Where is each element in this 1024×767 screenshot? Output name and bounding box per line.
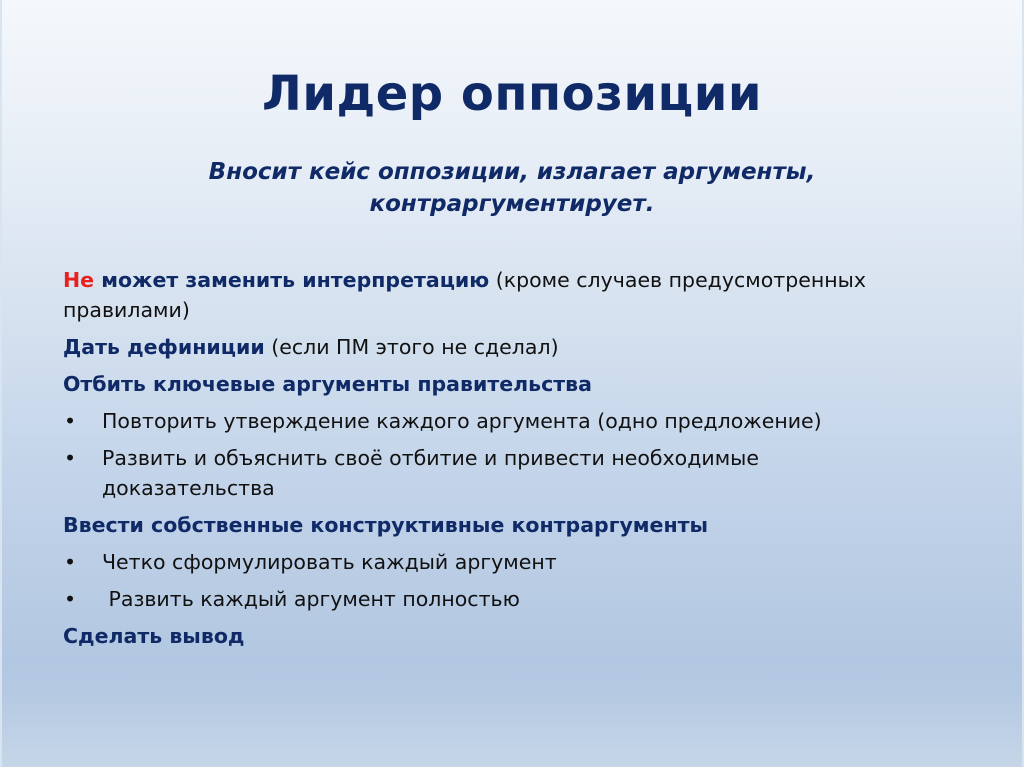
list-item — [63, 443, 923, 503]
bullet-icon: • — [64, 550, 77, 574]
item-bold-text: Дать дефиниции — [63, 335, 265, 359]
list-item-text: Развить каждый аргумент полностью — [102, 587, 520, 611]
item-bold-text: может заменить интерпретацию — [94, 268, 490, 292]
item-normal-text: (кроме случаев предусмотренных правилами) — [63, 268, 866, 322]
item-cannot-replace-interpretation — [63, 265, 923, 325]
item-normal-text: (если ПМ этого не сделал) — [264, 335, 559, 359]
bullet-icon: • — [64, 446, 77, 470]
list-item-text: Повторить утверждение каждого аргумента (одно предложение) — [102, 409, 822, 433]
negation-emphasis: Не — [63, 268, 95, 292]
list-item-text: Четко сформулировать каждый аргумент — [102, 550, 557, 574]
bullet-icon: • — [64, 409, 77, 433]
subtitle-line-2: контраргументирует. — [369, 191, 655, 217]
slide-subtitle — [132, 156, 892, 220]
heading-rebut-government: Отбить ключевые аргументы правительства — [63, 372, 592, 396]
bullet-icon: • — [64, 587, 77, 611]
list-item — [63, 584, 923, 614]
heading-constructive-counterarguments: Ввести собственные конструктивные контраргументы — [63, 513, 709, 537]
list-item-text: Развить и объяснить своё отбитие и привести необходимые доказательства — [102, 446, 759, 500]
list-item — [63, 547, 923, 577]
slide-title: Лидер оппозиции — [261, 66, 763, 122]
subtitle-line-1: Вносит кейс оппозиции, излагает аргументы, — [208, 159, 816, 185]
slide-body — [63, 265, 923, 658]
list-item — [63, 406, 923, 436]
heading-conclusion: Сделать вывод — [63, 624, 245, 648]
item-give-definitions — [63, 332, 923, 362]
